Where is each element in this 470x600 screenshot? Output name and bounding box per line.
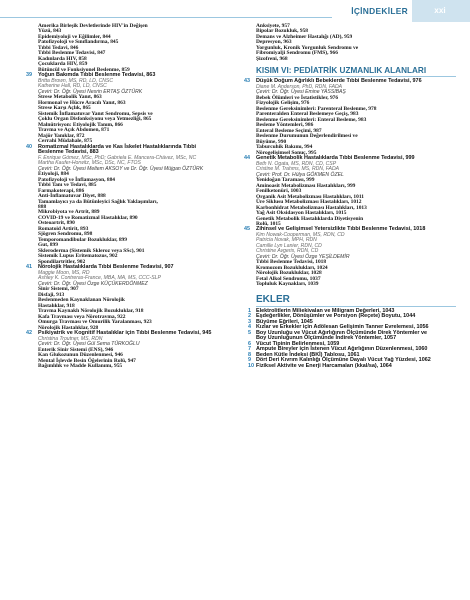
entry-text: Majör Yanıklar, 872 xyxy=(38,132,85,139)
appendix-text: Beden Kütle İndeksi (BKİ) Tablosu, 1061 xyxy=(256,351,360,358)
entry-text: Yoğun Bakımda Tıbbi Beslenme Tedavisi, 863 xyxy=(38,72,156,79)
entry-text: Beslenme Gereksinimleri: Parenteral Beslenme, 978 xyxy=(256,105,377,112)
entry-text: Strese Karşı Açlık, 865 xyxy=(38,105,91,112)
chapter-number: 44 xyxy=(244,155,251,162)
entry-text: Sjögren Sendromu, 898 xyxy=(38,231,93,238)
entry-text: Camille Lyn Lanier, RDN, CD xyxy=(256,242,322,249)
entry-text: COVID-19 ve Romatizmal Hastalıklar, 890 xyxy=(38,214,138,221)
entry-text: Şizofreni, 968 xyxy=(256,55,288,62)
appendix-number: 2 xyxy=(248,313,252,320)
entry-text: Beslenme Durumunun Değerlendirilmesi ve xyxy=(256,133,358,140)
entry-text: Beslenme Gereksinimleri: Enteral Besleme, 983 xyxy=(256,116,367,123)
appendix-text: Vücut Tipinin Belirlenmesi, 1059 xyxy=(256,340,340,347)
right-column xyxy=(244,23,456,369)
entry-text: Martha Kaufer-Horwitz, MSc, DSc, NC, FTOS xyxy=(38,160,141,167)
entry-text: Christine Avgeris, RDN, CD xyxy=(256,248,319,255)
entry-text: Strese Metabolik Yanıt, 863 xyxy=(38,94,102,101)
entry-text: Ashley K. Contreras-France, MBA, MA, MS, CCC-SLP xyxy=(38,275,161,282)
entry-text: Rolü, 1015 xyxy=(256,220,281,227)
appendix-text: Dört Deri Kıvrım Kalınlığı Ölçümüne Dayalı Vücut Yağ Yüzdesi, 1062 xyxy=(256,357,431,364)
entry-text: Besleme Yöntemleri, 986 xyxy=(256,122,314,129)
entry-text: Etiyoloji, 884 xyxy=(38,171,69,178)
entry-text: Çeviri: Dr. Öğr. Üyesi Özge KÜÇÜKERDÖNMEZ xyxy=(38,280,148,287)
entry-text: Patricia Novak, MPH, RDN xyxy=(256,237,317,244)
appendix-number: 5 xyxy=(248,329,252,336)
entry-text: Diane M. Anderson, PhD, RDN, FADA xyxy=(256,83,343,90)
entry-text: Omurga Travması ve Omurilik Yaralanması, 923 xyxy=(38,319,152,326)
entry-text: Bipolar Bozukluk, 958 xyxy=(256,28,309,35)
toc-entry xyxy=(38,364,250,369)
entry-text: Yüzü, 843 xyxy=(38,28,62,35)
running-title: İÇİNDEKİLER xyxy=(351,6,408,16)
entry-text: Karbonhidrat Metabolizması Hastalıkları, 1013 xyxy=(256,204,367,211)
psychiatric-continuation xyxy=(256,24,456,62)
chapter-title xyxy=(38,150,250,155)
entry-text: Cerrahi Müdahale, 875 xyxy=(38,138,93,145)
entry-text: Patofizyoloji ve Sınıflandırma, 845 xyxy=(38,39,119,46)
appendix-heading: EKLER xyxy=(256,293,290,305)
entry-text: Beslenmeden Kaynaklanan Nörolojik xyxy=(38,297,125,304)
appendix-text: Fiziksel Aktivite ve Enerji Harcamaları (kkal/sa), 1064 xyxy=(256,362,392,369)
appendix-number: 9 xyxy=(248,357,252,364)
page-header xyxy=(0,0,470,22)
entry-text: Fizyolojik Gelişim, 976 xyxy=(256,100,310,107)
chapter-title xyxy=(26,72,250,79)
entry-text: F. Enrique Gómez, MSc, PhD; Gabriela E. Mancera-Chávez, MSc, NC xyxy=(38,154,197,161)
entry-text: Sistemik İnflamatuvar Yanıt Sendromu, Sepsis ve xyxy=(38,110,153,117)
appendix-text: Boy Uzunluğunun Ölçümünde İndirek Yöntemler, 1057 xyxy=(256,335,397,342)
entry-text: Çeviri: Prof. Dr. Hülya GÖKMEN ÖZEL xyxy=(256,171,344,178)
entry-text: Yorgunluk, Kronik Yorgunluk Sendromu ve xyxy=(256,44,359,51)
chapter-title xyxy=(244,155,456,162)
entry-text: Beslenme Tedavisi, 883 xyxy=(38,149,99,156)
entry-text: Aminoasit Metabolizması Hastalıkları, 999 xyxy=(256,182,356,189)
entry-text: Organik Asit Metabolizması Hastalıkları, 1011 xyxy=(256,193,364,200)
appendix-number: 4 xyxy=(248,324,252,331)
entry-text: Farmakoterapi, 886 xyxy=(38,187,85,194)
entry-text: Tıbbi Tanı ve Tedavi, 885 xyxy=(38,182,97,189)
entry-text: Psikiyatrik ve Kognitif Hastalıklar için Tıbbi Beslenme Tedavisi, 945 xyxy=(38,330,212,337)
appendix-rule xyxy=(256,306,456,307)
entry-text: Nörolojik Hastalıklar, 928 xyxy=(38,324,99,331)
entry-text: Travma ve Açık Abdomen, 871 xyxy=(38,127,110,134)
entry-text: Tıbbi Beslenme Tedavisi, 847 xyxy=(38,50,106,57)
appendix-entry xyxy=(248,362,456,369)
entry-text: Cristine M. Trahms, MS, RDN, FADA xyxy=(256,166,340,173)
entry-text: Çeviri: Dr. Öğr. Üyesi Nesrin ERTAŞ ÖZTÜRK xyxy=(38,88,143,95)
entry-text: Düşük Doğum Ağırlıklı Bebeklerde Tıbbi Beslenme Tedavisi, 976 xyxy=(256,78,422,85)
entry-text: Hormonal ve Hücre Aracılı Yanıt, 863 xyxy=(38,99,126,106)
left-column xyxy=(26,23,250,370)
entry-text: Üre Siklusu Metabolizması Hastalıkları, 1012 xyxy=(256,199,362,206)
entry-text: Çeviri: Dr. Öğr. Üyesi Özge YEŞİLDEMİR xyxy=(256,253,350,260)
entry-text: Fetal Alkol Sendromu, 1037 xyxy=(256,275,321,282)
chapter-number: 40 xyxy=(26,143,33,150)
appendix-text: Eşdeğerlikler, Dönüşümler ve Porsiyon (Reçete) Boyutu, 1044 xyxy=(256,313,416,320)
entry-text: Büyüme, 990 xyxy=(256,138,287,145)
pediatric-section xyxy=(244,78,456,288)
entry-text: Depresyon, 963 xyxy=(256,39,292,46)
header-rule xyxy=(0,17,332,18)
entry-text: Genetik Metabolik Hastalıklarda Diyetisyenin xyxy=(256,215,364,222)
entry-text: Mental İşlevde Besin Öğelerinin Rolü, 947 xyxy=(38,357,136,364)
entry-text: Britta Brown, MS, RD, LD, CNSC xyxy=(38,77,114,84)
entry-text: Nörolojik Bozukluklar, 1028 xyxy=(256,270,322,277)
entry-text: Parenteralden Enteral Beslemeye Geçiş, 983 xyxy=(256,111,359,118)
chapter-number: 39 xyxy=(26,72,33,79)
entry-text: Mikrobiyota ve Artrit, 889 xyxy=(38,209,100,216)
entry-text: Beth N. Ogata, MS, RDN, CD, CSP xyxy=(256,160,337,167)
chapter-number: 42 xyxy=(26,330,33,337)
entry-text: Topluluk Kaynakları, 1039 xyxy=(256,281,319,288)
appendix-number: 8 xyxy=(248,351,252,358)
entry-text: Katherine Hall, RD, LD, CNSC xyxy=(38,83,107,90)
appendix-number: 6 xyxy=(248,340,252,347)
chapter-number: 41 xyxy=(26,264,33,271)
entry-text: Osteoartrit, 890 xyxy=(38,220,75,227)
entry-text: Epidemiyoloji ve Eğilimler, 844 xyxy=(38,33,111,40)
entry-text: Enterik Sinir Sistemi (ENS), 946 xyxy=(38,346,114,353)
entry-text: Çoklu Organ Disfonksiyonu veya Yetmezliği, 865 xyxy=(38,116,152,123)
entry-text: Romatizmal Hastalıklarda ve Kas İskelet Hastalıklarında Tıbbi xyxy=(38,143,197,150)
entry-text: Travma Kaynaklı Nörolojik Bozukluklar, 918 xyxy=(38,308,144,315)
entry-text: Spondilartritler, 902 xyxy=(38,258,86,265)
chapter-title xyxy=(244,226,456,233)
appendix-text: Ampute Bireyler için İstenen Vücut Ağırlığının Düzenlenmesi, 1060 xyxy=(256,346,428,353)
entry-text: Demans ve Alzheimer Hastalığı (AD), 959 xyxy=(256,33,353,40)
entry-text: Fibromiyalji Sendromu (FMS), 966 xyxy=(256,50,338,57)
appendix-number: 10 xyxy=(248,362,255,369)
appendix-text: Elektrolitlerin Miliekivalan ve Miligram Değerleri, 1043 xyxy=(256,307,395,314)
entry-text: Kromozom Bozuklukları, 1024 xyxy=(256,264,328,271)
appendix-text: Boy Uzunluğu ve Vücut Ağırlığının Ölçümünde Direk Yöntemler ve xyxy=(256,329,428,336)
entry-text: Bebek Ölümleri ve İstatistikler, 976 xyxy=(256,94,339,101)
entry-text: Genetik Metabolik Hastalıklarda Tıbbi Beslenme Tedavisi, 999 xyxy=(256,155,415,162)
entry-text: Fenilketonüri, 1003 xyxy=(256,188,302,195)
chapter-number: 43 xyxy=(244,78,251,85)
entry-text: Hastalıklar, 918 xyxy=(38,302,75,309)
appendix-number: 7 xyxy=(248,346,252,353)
entry-text: Çeviri: Dr. Öğr. Üyesi Gül Sema TÜRKOĞLU xyxy=(38,341,140,348)
entry-text: Taburcuhik Bakımı, 994 xyxy=(256,144,313,151)
entry-text: Kafa Travması veya Nörotravma, 922 xyxy=(38,313,126,320)
entry-text: Yağ Asit Oksidasyon Hastalıkları, 1015 xyxy=(256,210,347,217)
part-six-heading: KISIM VI: PEDİATRİK UZMANLIK ALANLARI xyxy=(256,66,427,76)
entry-text: Christina Troutner, MS, RDN xyxy=(38,335,103,342)
entry-text: Nörolojik Hastalıklarda Tıbbi Beslenme Tedavisi, 907 xyxy=(38,264,174,271)
appendix-number: 1 xyxy=(248,307,252,314)
appendix-number: 3 xyxy=(248,318,252,325)
entry-text: Yenidoğan Taraması, 999 xyxy=(256,177,315,184)
page-number: xxi xyxy=(434,6,446,15)
entry-text: Disfaji, 913 xyxy=(38,291,65,298)
entry-text: Skleroderma (Sistemik Skleroz veya SSc), 901 xyxy=(38,247,145,254)
entry-text: Amerika Birleşik Devletlerinde HIV'in Değişen xyxy=(38,23,148,29)
chapter-title xyxy=(26,264,250,271)
entry-text: Nörogelişimsel Sonuç, 995 xyxy=(256,149,317,156)
entry-text: 888 xyxy=(38,203,47,210)
entry-text: Sistemik Lupus Eritematozus, 902 xyxy=(38,253,118,260)
entry-text: Çeviri: Dr. Öğr. Üyesi Meltem AKSOY ve Dr. Öğr. Üyesi Müjgan ÖZTÜRK xyxy=(38,165,204,172)
entry-text: Patofizyoloji ve İnflamasyon, 884 xyxy=(38,176,116,183)
entry-text: Tamamlayıcı ya da Bütünleyici Sağlık Yaklaşımları, xyxy=(38,198,158,205)
entry-text: Bağımlılık ve Madde Kullanımı, 955 xyxy=(38,363,123,370)
entry-text: Enteral Besleme Seçimi, 987 xyxy=(256,127,322,134)
entry-text: Çocuklarda HIV, 859 xyxy=(38,61,88,68)
appendix-text: Kızlar ve Erkekler için Adölesan Gelişimin Tanner Evrelemesi, 1056 xyxy=(256,324,429,331)
chapter-title xyxy=(26,330,250,337)
chapter-title xyxy=(244,78,456,85)
entry-text: Bütüncül ve Fonksiyonel Beslenme, 859 xyxy=(38,66,130,73)
entry-text: Maggie Moon, MS, RD xyxy=(38,269,90,276)
part-six-rule xyxy=(256,76,456,77)
entry-text: Romatoid Artirit, 893 xyxy=(38,225,89,232)
appendix-list xyxy=(248,307,456,369)
entry-text: Anksiyete, 957 xyxy=(256,23,290,29)
entry-text: Kan Glukozunun Düzenlenmesi, 946 xyxy=(38,352,123,359)
entry-text: Temporomandibular Bozukluklar, 899 xyxy=(38,236,127,243)
entry-text: Çeviri: Dr. Öğr. Üyesi Emine YASSIBAŞ xyxy=(256,89,346,96)
entry-text: Tıbbi Beslenme Tedavisi, 1018 xyxy=(256,259,327,266)
entry-text: Kadınlarda HIV, 858 xyxy=(38,55,87,62)
entry-text: Kim Nowak-Cooperman, MS, RDN, CD xyxy=(256,231,345,238)
appendix-text: Büyüme Eğrileri, 1045 xyxy=(256,318,313,325)
chapter-number: 45 xyxy=(244,226,251,233)
entry-text: Gut, 899 xyxy=(38,242,58,249)
entry-text: Anti-İnflamatuvar Diyet, 888 xyxy=(38,193,106,200)
entry-text: Zihinsel ve Gelişimsel Yetersizlikte Tıbbi Beslenme Tedavisi, 1018 xyxy=(256,226,426,233)
entry-text: Tıbbi Tedavi, 846 xyxy=(38,44,79,51)
entry-text: Malnütrisyon: Etiyolojik Tanım, 866 xyxy=(38,121,123,128)
entry-text: Sinir Sistemi, 907 xyxy=(38,286,79,293)
